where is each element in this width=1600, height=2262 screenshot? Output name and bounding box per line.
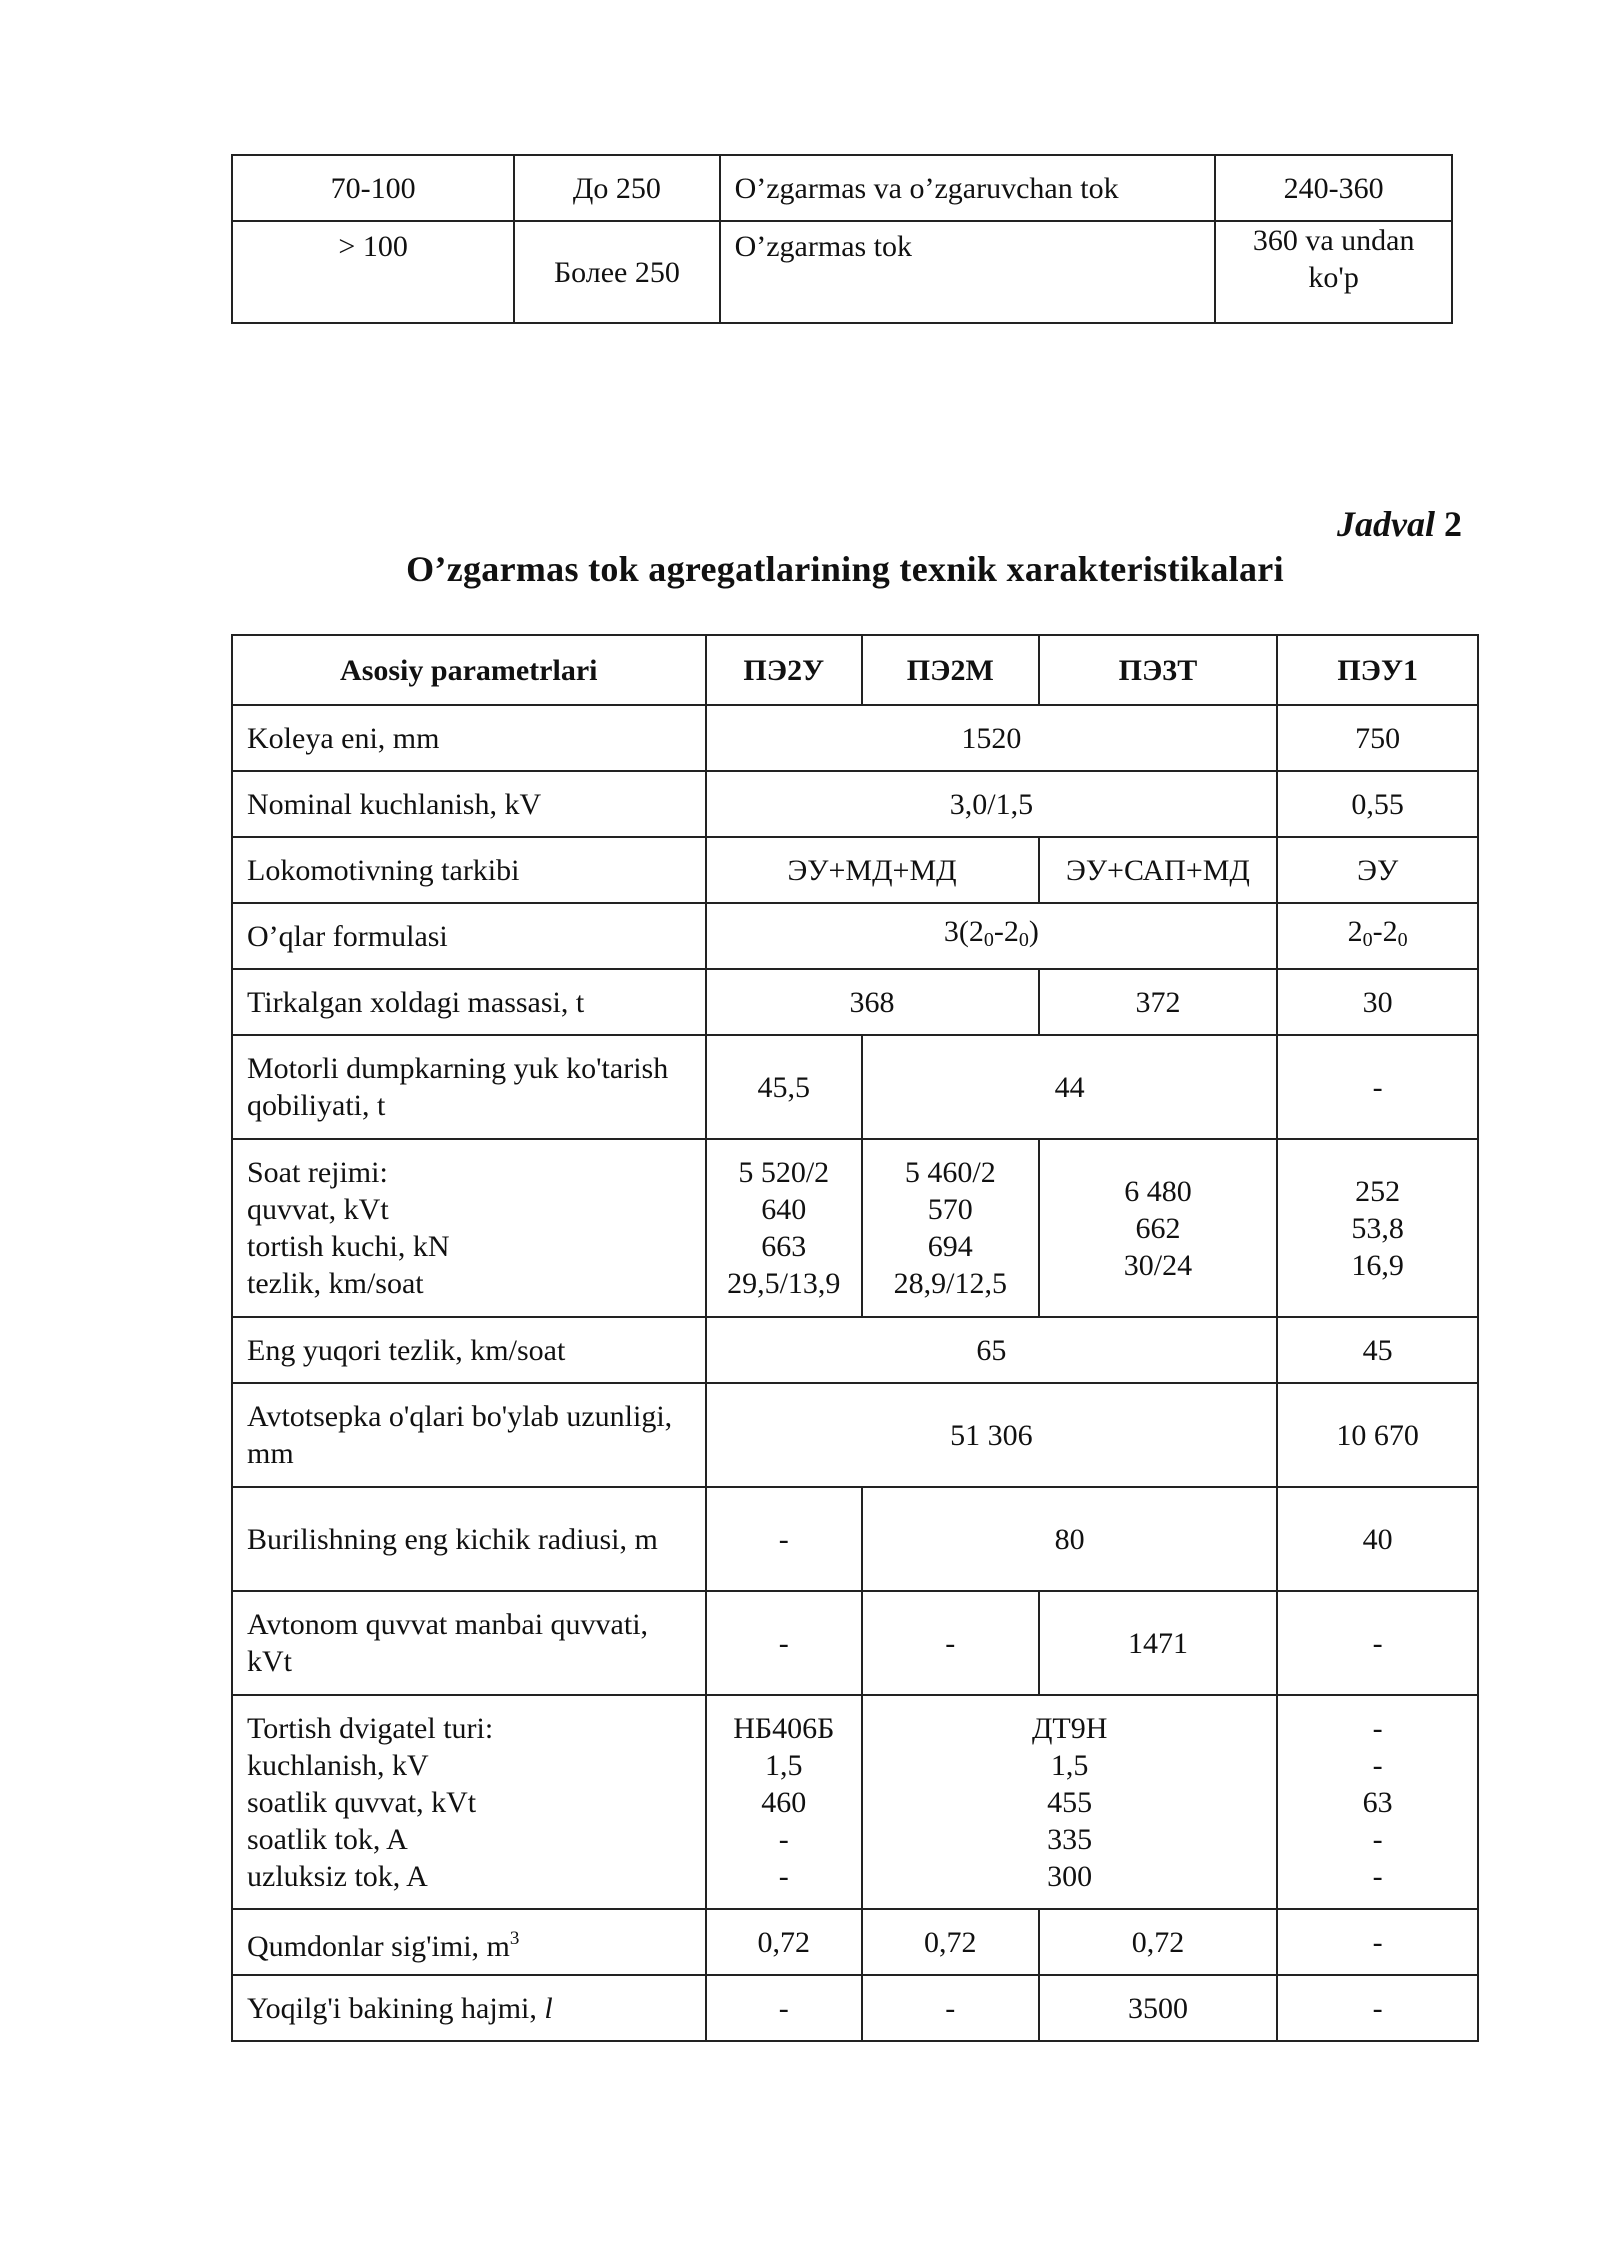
formula-subscript: 0 [1018,929,1029,951]
table-caption [1337,503,1462,545]
table-row [232,1695,1478,1909]
table-row [232,1317,1478,1383]
table-cell: 65 [706,1317,1278,1383]
row-label: O’qlar formulasi [232,903,706,969]
table-row [232,969,1478,1035]
row-label: Nominal kuchlanish, kV [232,771,706,837]
table-cell: - [1277,1909,1478,1975]
table-cell: 360 va undan ko'p [1215,221,1452,323]
formula-text: 3(2 [943,915,984,948]
table-row [232,837,1478,903]
table-cell: 3,0/1,5 [706,771,1278,837]
table-cell: 10 670 [1277,1383,1478,1487]
row-label-text: Qumdonlar sig'imi, m [247,1929,510,1963]
row-label: Koleya eni, mm [232,705,706,771]
header-row [232,635,1478,705]
table-cell [1277,903,1478,969]
row-label: Burilishning eng kichik radiusi, m [232,1487,706,1591]
formula-subscript: 0 [1397,929,1408,951]
table-cell: 240-360 [1215,155,1452,221]
formula-text: 2 [1347,915,1363,948]
table-cell: 1471 [1039,1591,1278,1695]
table-cell: ЭУ+МД+МД [706,837,1039,903]
table-cell: - [1277,1975,1478,2041]
formula-subscript: 0 [1362,929,1373,951]
row-label-text: Yoqilg'i bakining hajmi, [247,1991,545,2025]
row-label: Lokomotivning tarkibi [232,837,706,903]
table-cell: 6 480 662 30/24 [1039,1139,1278,1317]
table-row [232,155,1452,221]
continuation-table [231,154,1453,324]
column-header: Asosiy parametrlari [232,635,706,705]
column-header: ПЭУ1 [1277,635,1478,705]
table-row [232,903,1478,969]
table-cell: - [706,1975,863,2041]
table-cell: 45 [1277,1317,1478,1383]
table-cell: 368 [706,969,1039,1035]
unit-superscript: 3 [509,1927,520,1949]
table-cell: - [862,1975,1039,2041]
table-title: O’zgarmas tok agregatlarining texnik xarakteristikalari [406,549,1284,589]
table-row [232,1975,1478,2041]
table-cell: 5 460/2 570 694 28,9/12,5 [862,1139,1039,1317]
table-cell: НБ406Б 1,5 460 - - [706,1695,863,1909]
table-row [232,1035,1478,1139]
table-cell: 45,5 [706,1035,863,1139]
column-header: ПЭ3Т [1039,635,1278,705]
table-cell: 51 306 [706,1383,1278,1487]
formula-subscript: 0 [983,929,994,951]
table-row [232,1591,1478,1695]
table-row [232,705,1478,771]
table-cell: - [1277,1591,1478,1695]
table-cell: ДТ9Н 1,5 455 335 300 [862,1695,1277,1909]
caption-word: Jadval [1337,504,1435,544]
column-header: ПЭ2М [862,635,1039,705]
row-label: Motorli dumpkarning yuk ko'tarish qobiliyati, t [232,1035,706,1139]
table-cell: 40 [1277,1487,1478,1591]
row-label: Tirkalgan xoldagi massasi, t [232,969,706,1035]
table-row [232,1383,1478,1487]
table-cell: ЭУ [1277,837,1478,903]
characteristics-table [231,634,1479,2042]
row-label: Soat rejimi: quvvat, kVt tortish kuchi, kN tezlik, km/soat [232,1139,706,1317]
table-cell: O’zgarmas tok [720,221,1216,323]
table-cell: - [706,1487,863,1591]
table-cell: 252 53,8 16,9 [1277,1139,1478,1317]
row-label: Avtotsepka o'qlari bo'ylab uzunligi, mm [232,1383,706,1487]
table-cell: 70-100 [232,155,514,221]
table-cell: > 100 [232,221,514,323]
table-cell: 0,72 [1039,1909,1278,1975]
table-cell: O’zgarmas va o’zgaruvchan tok [720,155,1216,221]
row-label: Eng yuqori tezlik, km/soat [232,1317,706,1383]
formula-text: -2 [993,915,1019,948]
table-cell: 30 [1277,969,1478,1035]
caption-number: 2 [1444,504,1462,544]
table-cell: 750 [1277,705,1478,771]
table-cell: Более 250 [514,221,719,323]
table-row [232,221,1452,323]
column-header: ПЭ2У [706,635,863,705]
row-label [232,1975,706,2041]
table-cell: - [706,1591,863,1695]
formula-text: ) [1028,915,1039,948]
row-label: Tortish dvigatel turi: kuchlanish, kV soatlik quvvat, kVt soatlik tok, A uzluksiz tok, A [232,1695,706,1909]
table-cell: 44 [862,1035,1277,1139]
table-cell: 1520 [706,705,1278,771]
table-cell: - [1277,1035,1478,1139]
row-label [232,1909,706,1975]
table-row [232,1909,1478,1975]
table-row [232,1139,1478,1317]
table-cell: 0,72 [706,1909,863,1975]
table-row [232,1487,1478,1591]
table-cell: 80 [862,1487,1277,1591]
table-cell: 0,72 [862,1909,1039,1975]
unit-symbol: l [544,1991,553,2025]
table-cell [706,903,1278,969]
table-cell: 0,55 [1277,771,1478,837]
table-row [232,771,1478,837]
table-cell: ЭУ+САП+МД [1039,837,1278,903]
row-label: Avtonom quvvat manbai quvvati, kVt [232,1591,706,1695]
table-cell: - - 63 - - [1277,1695,1478,1909]
table-cell: До 250 [514,155,719,221]
formula-text: -2 [1372,915,1398,948]
table-cell: 372 [1039,969,1278,1035]
table-cell: - [862,1591,1039,1695]
table-cell: 3500 [1039,1975,1278,2041]
table-cell: 5 520/2 640 663 29,5/13,9 [706,1139,863,1317]
